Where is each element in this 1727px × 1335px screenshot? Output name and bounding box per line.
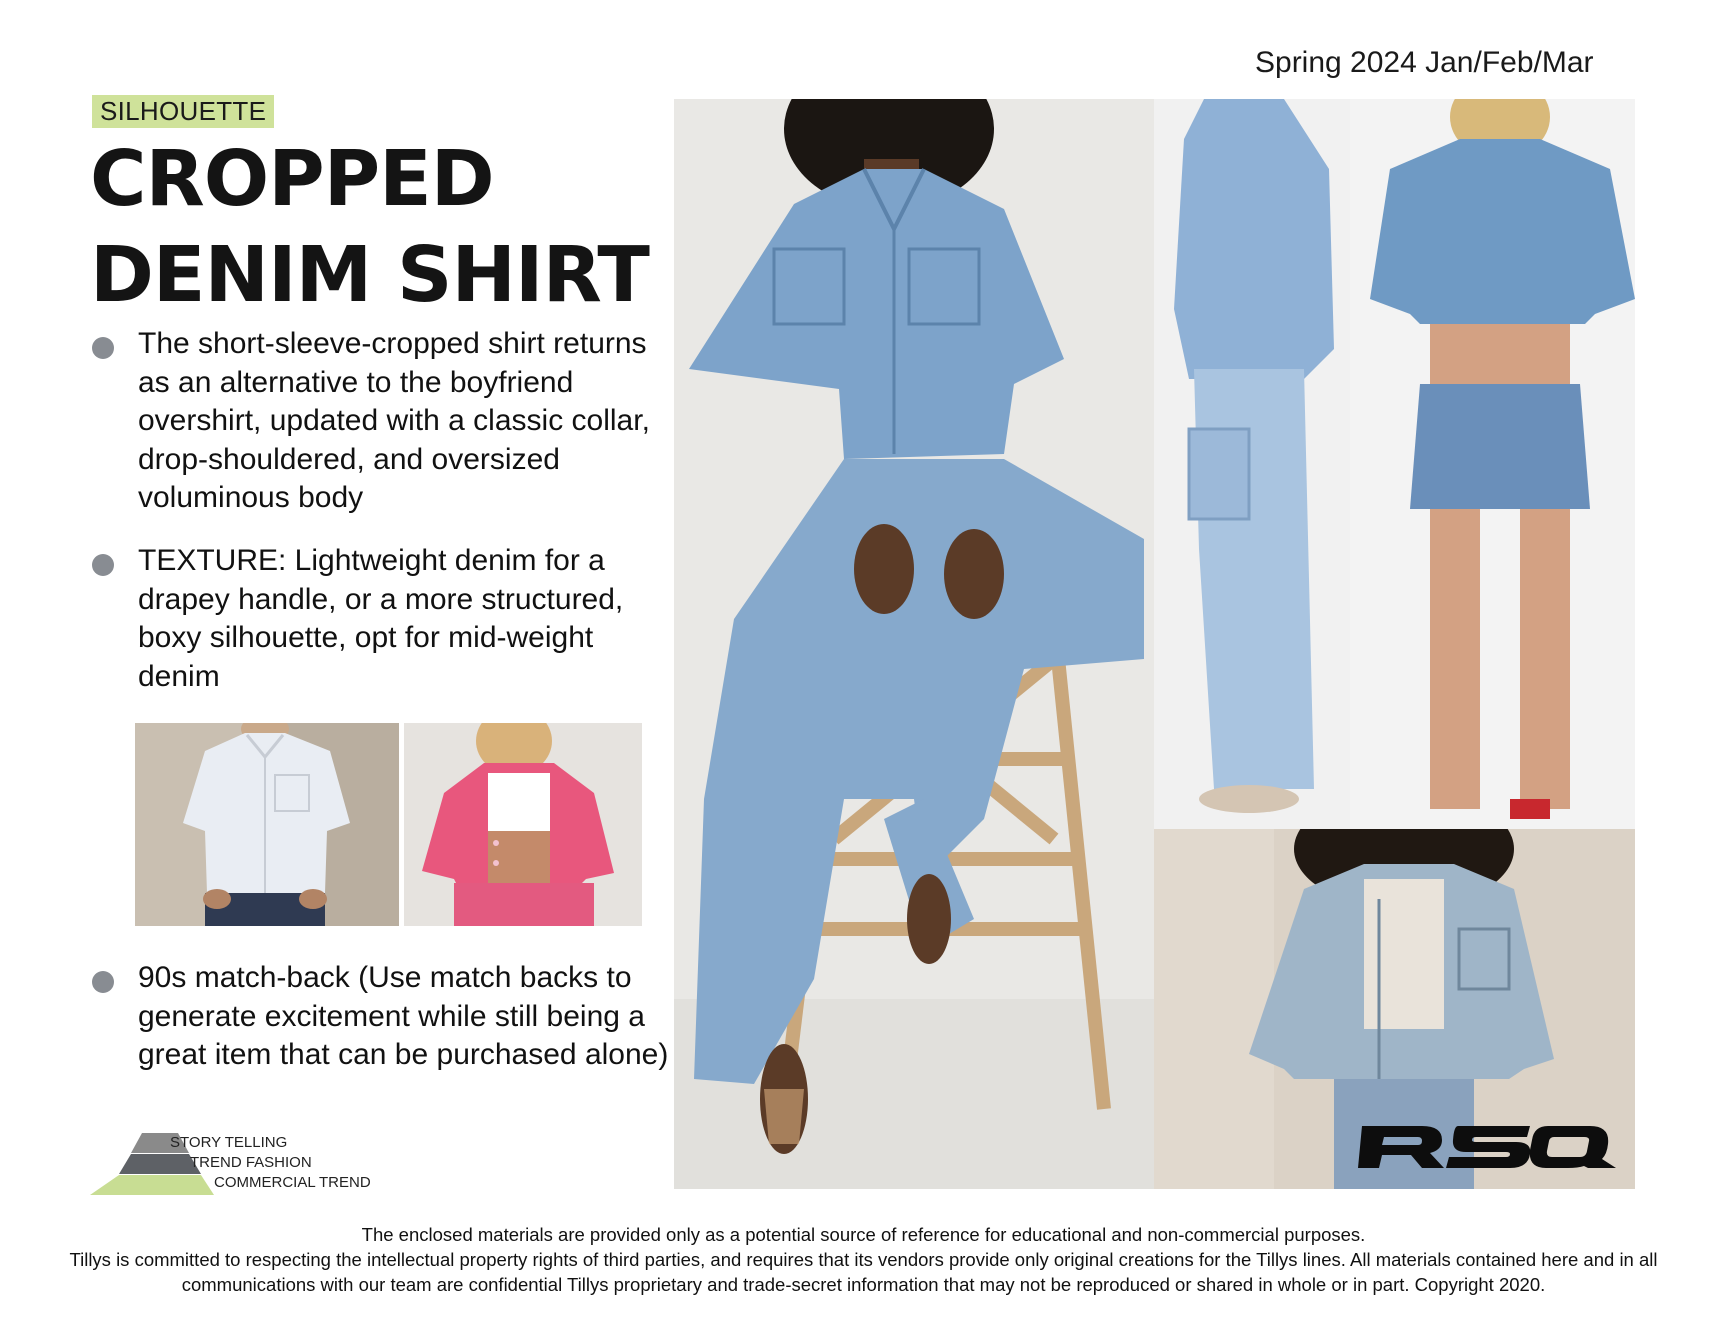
legal-footer	[40, 1222, 1687, 1297]
pyramid-label: COMMERCIAL TREND	[214, 1174, 371, 1191]
photo-pink-cropped-jacket	[404, 723, 642, 926]
bullet-text: 90s match-back (Use match backs to generate excitement while still being a great item that can be purchased alone)	[138, 961, 669, 1071]
photo-white-cropped-shirt	[135, 723, 399, 926]
bullet-dot-icon	[92, 337, 114, 359]
pyramid-label: TREND FASHION	[190, 1154, 312, 1171]
rsq-logo	[1358, 1120, 1616, 1172]
footer-line-1: The enclosed materials are provided only as a potential source of reference for educational and non-commercial purposes.	[361, 1224, 1366, 1245]
bullet-text: TEXTURE: Lightweight denim for a drapey handle, or a more structured, boxy silhouette, opt for mid-weight denim	[138, 544, 624, 693]
photo-side-view-shirt-trousers	[1154, 99, 1350, 829]
photo-main-denim-outfit	[674, 99, 1154, 1189]
pyramid-labels	[170, 1133, 371, 1193]
bullet-text: The short-sleeve-cropped shirt returns as an alternative to the boyfriend overshirt, updated with a classic collar, drop-shouldered, and oversized voluminous body	[138, 327, 650, 514]
category-tag: SILHOUETTE	[92, 95, 274, 128]
photo-cropped-shirt-denim-skirt	[1350, 99, 1635, 829]
pyramid-label: STORY TELLING	[170, 1134, 288, 1151]
season-label: Spring 2024 Jan/Feb/Mar	[1255, 46, 1594, 79]
title-line-1: CROPPED	[90, 135, 494, 224]
footer-line-2: Tillys is committed to respecting the intellectual property rights of third parties, and requires that its vendors provide only original creations for the Tillys lines. All materials contained here and in all communications with our team are confidential Tillys proprietary and trade-secret information that may not be reproduced or shared in whole or in part. Copyright 2020.	[69, 1249, 1658, 1295]
page-title	[90, 132, 649, 324]
title-line-2: DENIM SHIRT	[90, 231, 649, 320]
bullet-dot-icon	[92, 971, 114, 993]
bullet-dot-icon	[92, 554, 114, 576]
